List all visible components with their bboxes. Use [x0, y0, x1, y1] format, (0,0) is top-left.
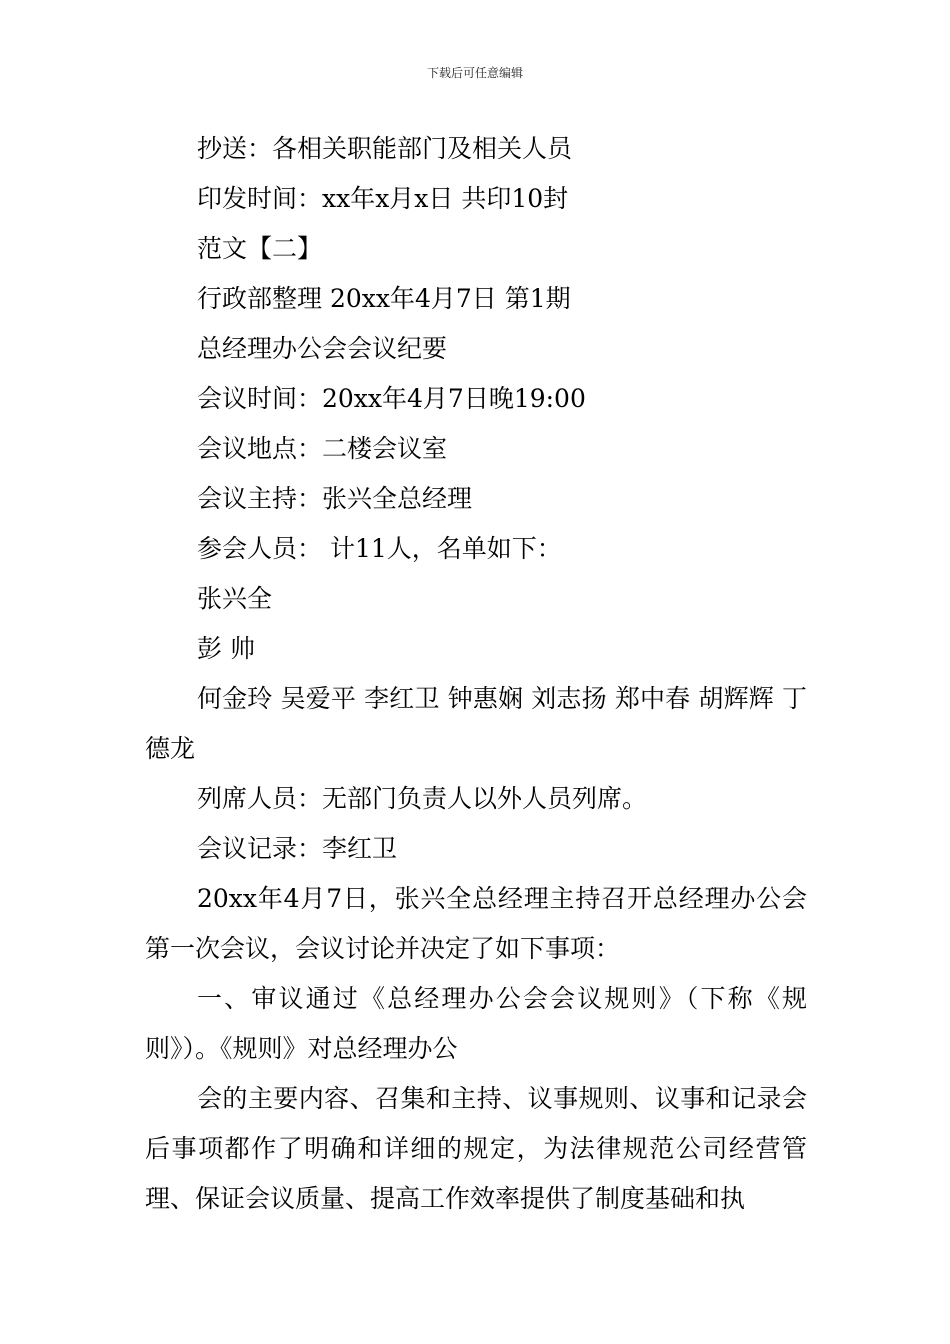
body-paragraph: 20xx年4月7日，张兴全总经理主持召开总经理办公会第一次会议，会议讨论并决定了如下事项： — [145, 884, 807, 963]
observers-line: 列席人员：无部门负责人以外人员列席。 — [197, 784, 648, 813]
meeting-host: 会议主持：张兴全总经理 — [197, 484, 473, 513]
page-header: 下载后可任意编辑 — [426, 66, 523, 80]
cc-line: 抄送：各相关职能部门及相关人员 — [197, 134, 573, 163]
sample-heading: 范文【二】 — [197, 234, 323, 263]
body-paragraph: 一、审议通过《总经理办公会会议规则》（下称《规则》）。《规则》对总经理办公 — [145, 984, 807, 1063]
issue-date-line: 印发时间：xx年x月x日 共印10封 — [197, 184, 569, 213]
attendee-name: 彭 帅 — [197, 634, 255, 663]
meeting-time: 会议时间：20xx年4月7日晚19:00 — [197, 384, 586, 413]
editor-line: 行政部整理 20xx年4月7日 第1期 — [197, 284, 571, 313]
recorder-line: 会议记录：李红卫 — [197, 834, 398, 863]
minutes-title: 总经理办公会会议纪要 — [197, 334, 448, 363]
body-paragraph: 会的主要内容、召集和主持、议事规则、议事和记录会后事项都作了明确和详细的规定，为法律规范公司经营管理、保证会议质量、提高工作效率提供了制度基础和执 — [145, 1084, 807, 1213]
meeting-location: 会议地点：二楼会议室 — [197, 434, 448, 463]
attendees-summary: 参会人员： 计11人，名单如下： — [197, 534, 562, 563]
attendees-list: 何金玲 吴爱平 李红卫 钟惠娴 刘志扬 郑中春 胡辉辉 丁德龙 — [145, 684, 807, 763]
document-body — [145, 124, 807, 1224]
attendee-name: 张兴全 — [197, 584, 273, 613]
